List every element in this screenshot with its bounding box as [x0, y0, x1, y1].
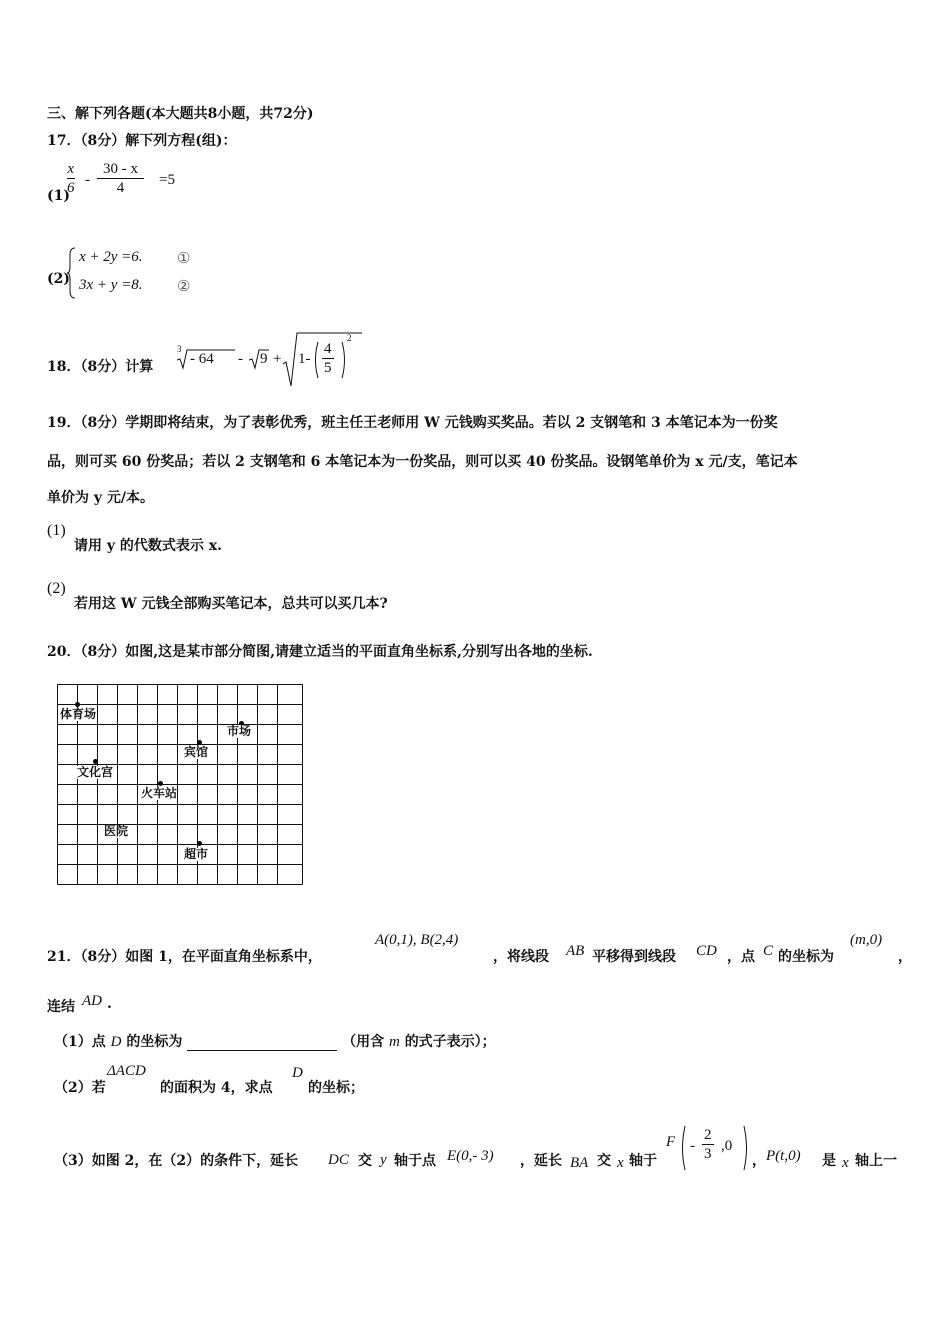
q21-p3-e: E(0,- 3) [447, 1148, 494, 1164]
q17-frac-30x-num: 30 - x [97, 160, 144, 179]
q21-c: C [763, 943, 774, 959]
q21-p1-m: m [388, 1034, 400, 1050]
q17-header: 17．（8分）解下列方程(组)： [47, 133, 237, 149]
section-title: 三、解下列各题(本大题共8小题，共72分) [47, 106, 314, 122]
q18-exp: 2 [347, 333, 352, 343]
q18-cbrt-val: - 64 [190, 351, 214, 367]
q18-frac-num: 4 [324, 341, 332, 357]
q17-part1-label: (1) [47, 188, 70, 204]
q17-eq: =5 [159, 172, 175, 188]
q21-p3-dc: DC [328, 1152, 349, 1168]
q21-p2-d: D [292, 1065, 303, 1081]
q21-ab: AB [566, 943, 585, 959]
q21-p3-x: x [617, 1155, 624, 1171]
q18-one-minus: 1- [298, 351, 311, 367]
q21-p1 [54, 1031, 496, 1051]
q17-frac-x-den: 6 [67, 180, 75, 196]
q21-p3-F: F [666, 1134, 676, 1150]
q21-head-a: 21．（8分）如图 1，在平面直角坐标系中， [47, 949, 322, 965]
q21-p3-fminus: - [690, 1138, 695, 1154]
q21-p3-j: 轴上一 [855, 1153, 897, 1169]
q21-p3-b: 交 [358, 1153, 372, 1169]
q17-frac-30x-den: 4 [116, 180, 125, 196]
q17-eq1: x + 2y =6. [79, 249, 143, 265]
map-label-supermarket: 超市 [184, 847, 209, 861]
q20-header: 20．（8分）如图,这是某市部分简图,请建立适当的平面直角坐标系,分别写出各地的坐标. [47, 644, 593, 660]
q21-p2-b: 的面积为 4，求点 [160, 1080, 273, 1096]
map-label-market: 市场 [227, 724, 252, 738]
q21-p1-d: D [110, 1034, 122, 1050]
q17-minus: - [85, 172, 90, 188]
q18-frac [322, 340, 334, 377]
q17-frac-30x [97, 160, 144, 197]
q21-points: A(0,1), B(2,4) [375, 932, 459, 948]
map-label-culture: 文化宫 [77, 765, 114, 779]
q21-p3-P: P(t,0) [766, 1148, 801, 1164]
q19-p1-text: 请用 y 的代数式表示 x. [74, 538, 222, 554]
q21-p3-i: 是 [822, 1153, 836, 1169]
q21-p3-a: （3）如图 2，在（2）的条件下，延长 [54, 1153, 299, 1169]
q21-line2-a: 连结 [47, 999, 75, 1015]
culture-dot [93, 759, 98, 764]
q18-frac-den: 5 [324, 360, 332, 376]
q21-p3-c: 轴于点 [394, 1153, 436, 1169]
q21-head-f: ， [898, 949, 912, 965]
q19-p2-mark: (2) [47, 580, 66, 597]
q19-line1: 19．（8分）学期即将结束，为了表彰优秀，班主任王老师用 W 元钱购买奖品。若以 2 支钢笔和 3 本笔记本为一份奖 [47, 415, 778, 431]
q21-p2-tri: ΔACD [107, 1063, 146, 1079]
q21-line2-b: . [107, 996, 112, 1012]
q21-cd: CD [696, 943, 717, 959]
q18-sqrt-val: 9 [260, 351, 268, 367]
q21-head-e: 的坐标为 [778, 949, 834, 965]
q18-expression [176, 330, 366, 390]
q21-p3-g: 轴于 [629, 1153, 657, 1169]
q21-p1-e: 的式子表示）； [404, 1034, 496, 1050]
brace-icon [67, 247, 77, 299]
q21-p3-fzero: ,0 [721, 1138, 733, 1154]
q21-answer-blank[interactable] [187, 1036, 337, 1051]
q17-part2 [47, 245, 267, 301]
q19-p1-mark: (1) [47, 522, 66, 539]
q21-p3-ba: BA [570, 1155, 589, 1171]
q18-minus: - [238, 351, 243, 367]
q21-head-d: ，点 [727, 949, 755, 965]
map-label-stadium: 体育场 [60, 707, 97, 721]
q18-cbrt-index: 3 [177, 344, 182, 354]
supermarket-dot [197, 841, 202, 846]
q21-p1-c: （用含 [342, 1034, 385, 1050]
q17-part2-label: (2) [47, 271, 70, 287]
q17-eq2: 3x + y =8. [79, 277, 143, 293]
q18-plus: + [273, 351, 282, 367]
q21-head-c: 平移得到线段 [592, 949, 676, 965]
q21-frac-num: 2 [704, 1127, 712, 1143]
q21-p3-f: 交 [597, 1153, 611, 1169]
q21-point-f [666, 1124, 756, 1174]
q19-line3: 单价为 y 元/本。 [47, 490, 154, 506]
q21-p1-b: 的坐标为 [126, 1034, 183, 1050]
q21-frac-den: 3 [704, 1146, 712, 1162]
q21-head-b: ，将线段 [493, 949, 549, 965]
q21-p3-y: y [380, 1152, 387, 1168]
map-label-station: 火车站 [141, 786, 178, 800]
q18-header: 18．（8分）计算 [47, 359, 154, 375]
q21-frac-23 [702, 1126, 714, 1163]
map-label-hotel: 宾馆 [184, 745, 209, 759]
q21-p2-c: 的坐标； [308, 1080, 364, 1096]
city-map [57, 684, 303, 886]
q17-frac-x6 [67, 160, 75, 197]
q19-p2-text: 若用这 W 元钱全部购买笔记本，总共可以买几本? [74, 596, 388, 612]
q21-p3-h: ， [752, 1153, 766, 1169]
q21-c-coord: (m,0) [850, 932, 883, 948]
q17-mark2: ② [177, 279, 191, 295]
q17-frac-x-num: x [67, 161, 75, 177]
q17-mark1: ① [177, 251, 191, 267]
q21-p3-d: ，延长 [520, 1153, 562, 1169]
q21-p1-a: （1）点 [54, 1034, 106, 1050]
q21-p3-x2: x [842, 1155, 849, 1171]
q21-ad: AD [82, 993, 102, 1009]
q19-line2: 品，则可买 60 份奖品；若以 2 支钢笔和 6 本笔记本为一份奖品，则可以买 40 份奖品。设钢笔单价为 x 元/支，笔记本 [47, 454, 798, 470]
map-label-hospital: 医院 [104, 824, 129, 838]
q21-p2-a: （2）若 [54, 1080, 106, 1096]
